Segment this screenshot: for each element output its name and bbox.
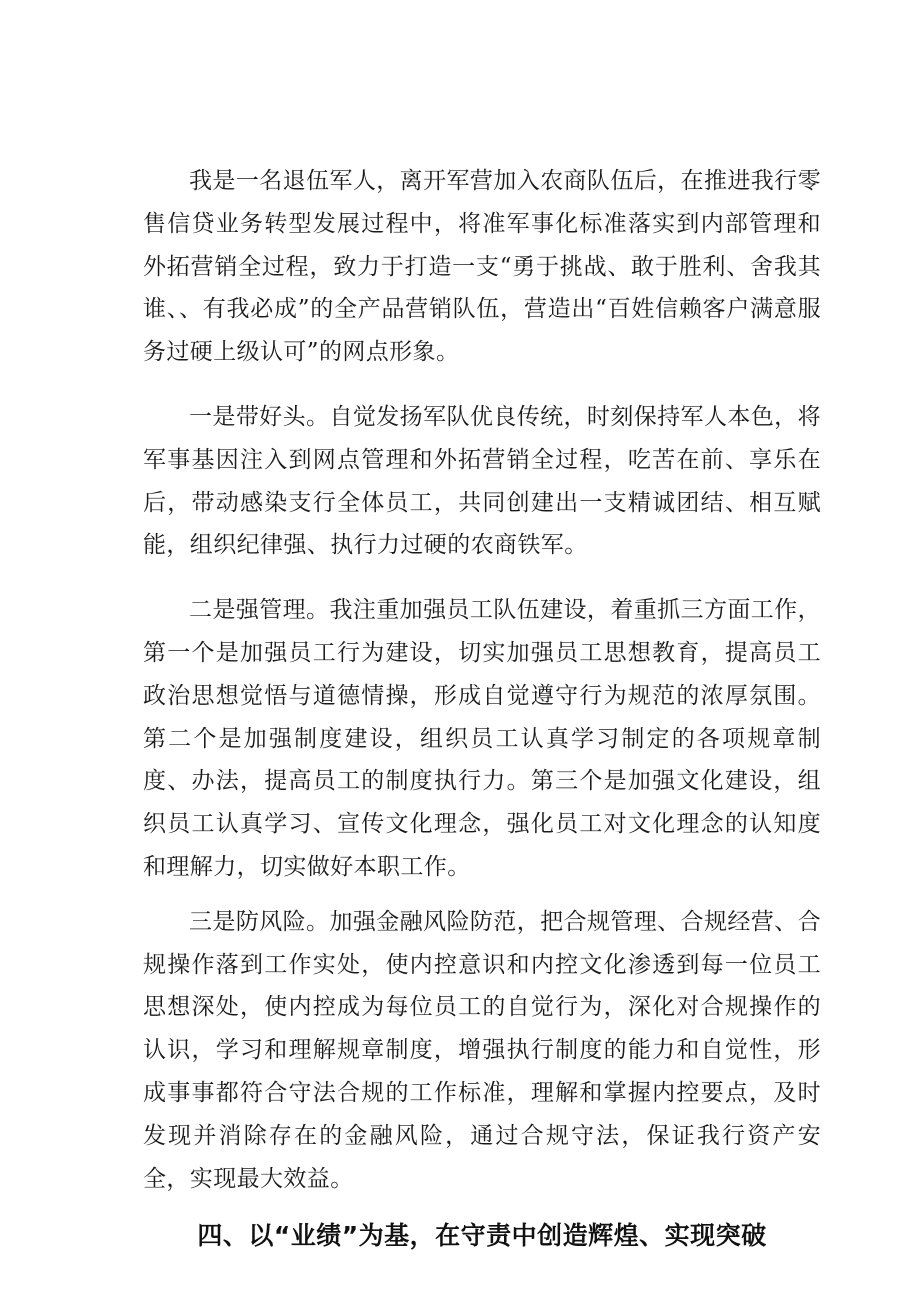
section-heading: 四、以“业绩”为基，在守责中创造辉煌、实现突破: [197, 1221, 767, 1251]
paragraph-lead-by-example: 一是带好头。自觉发扬军队优良传统，时刻保持军人本色，将军事基因注入到网点管理和外拓营销全过程，吃苦在前、享乐在后，带动感染支行全体员工，共同创建出一支精诚团结、相互赋能，组织纪律强、执行力过硬的农商铁军。: [143, 403, 821, 559]
document-body: [143, 160, 821, 1258]
paragraph-prevent-risk: 三是防风险。加强金融风险防范，把合规管理、合规经营、合规操作落到工作实处，使内控意识和内控文化渗透到每一位员工思想深处，使内控成为每位员工的自觉行为，深化对合规操作的认识，学习和理解规章制度，增强执行制度的能力和自觉性，形成事事都符合守法合规的工作标准，理解和掌握内控要点，及时发现并消除存在的金融风险，通过合规守法，保证我行资产安全，实现最大效益。: [143, 908, 821, 1192]
paragraph-strengthen-management: 二是强管理。我注重加强员工队伍建设，着重抓三方面工作，第一个是加强员工行为建设，切实加强员工思想教育，提高员工政治思想觉悟与道德情操，形成自觉遵守行为规范的浓厚氛围。第二个是加强制度建设，组织员工认真学习制定的各项规章制度、办法，提高员工的制度执行力。第三个是加强文化建设，组织员工认真学习、宣传文化理念，强化员工对文化理念的认知度和理解力，切实做好本职工作。: [143, 597, 821, 880]
paragraph-intro: 我是一名退伍军人，离开军营加入农商队伍后，在推进我行零售信贷业务转型发展过程中，将准军事化标准落实到内部管理和外拓营销全过程，致力于打造一支“勇于挑战、敢于胜利、舍我其谁、、有我必成”的全产品营销队伍，营造出“百姓信赖客户满意服务过硬上级认可”的网点形象。: [143, 168, 821, 366]
